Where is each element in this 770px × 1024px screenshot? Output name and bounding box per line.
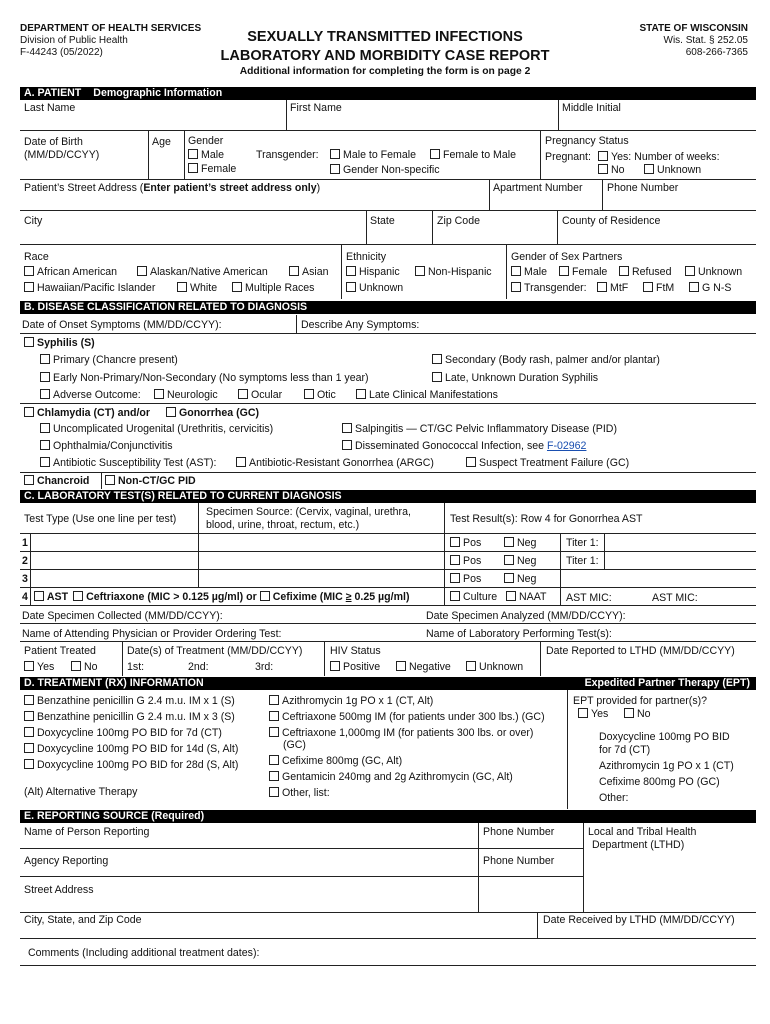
partner-mtf[interactable]: MtF [597, 282, 628, 294]
partner-transgender-label[interactable]: Transgender: [511, 282, 587, 294]
form-title-1: SEXUALLY TRANSMITTED INFECTIONS [247, 29, 523, 45]
ast-mic-1: AST MIC: [566, 592, 612, 604]
treatment-date-1: 1st: [127, 661, 145, 673]
row2-titer: Titer 1: [566, 555, 599, 567]
ept-doxycycline-duration: for 7d (CT) [599, 744, 651, 756]
test-row-1-number: 1 [22, 537, 28, 549]
city-state-zip-label: City, State, and Zip Code [24, 914, 142, 926]
physician-label: Name of Attending Physician or Provider Ordering Test: [22, 628, 282, 640]
section-c-bar: C. LABORATORY TEST(S) RELATED TO CURRENT DIAGNOSIS [20, 490, 756, 503]
ept-other: Other: [599, 792, 629, 804]
adverse-otic[interactable]: Otic [304, 389, 336, 401]
comments-label: Comments (Including additional treatment dates): [28, 947, 260, 959]
rx-azithromycin[interactable]: Azithromycin 1g PO x 1 (CT, Alt) [269, 695, 433, 707]
test-type-label: Test Type (Use one line per test) [24, 513, 177, 525]
chlamydia-checkbox[interactable]: Chlamydia (CT) and/or [24, 407, 150, 419]
partner-male[interactable]: Male [511, 266, 547, 278]
test-result-label: Test Result(s): Row 4 for Gonorrhea AST [450, 513, 643, 525]
rx-ceftriaxone-1000[interactable]: Ceftriaxone 1,000mg IM (for patients 300 lbs. or over) [269, 727, 533, 739]
lab-name-label: Name of Laboratory Performing Test(s): [426, 628, 612, 640]
test-row-3-number: 3 [22, 573, 28, 585]
pregnant-no[interactable]: No [598, 164, 625, 176]
partner-unknown[interactable]: Unknown [685, 266, 742, 278]
disseminated-gonococcal[interactable]: Disseminated Gonococcal Infection, see F-02962 [342, 440, 586, 452]
dept-name: DEPARTMENT OF HEALTH SERVICES [20, 23, 202, 34]
ethnicity-non-hispanic[interactable]: Non-Hispanic [415, 266, 492, 278]
race-label: Race [24, 251, 49, 263]
date-reported-label: Date Reported to LTHD (MM/DD/CCYY) [546, 645, 735, 657]
agency-phone-label: Phone Number [483, 855, 555, 867]
ethnicity-label: Ethnicity [346, 251, 387, 263]
ept-yes[interactable]: Yes [578, 708, 608, 720]
race-alaskan-native[interactable]: Alaskan/Native American [137, 266, 268, 278]
section-d-bar: D. TREATMENT (RX) INFORMATION Expedited Partner Therapy (EPT) [20, 677, 756, 690]
transgender-mtf[interactable]: Male to Female [330, 149, 416, 161]
rx-ceftriaxone-1000-gc: (GC) [283, 739, 306, 751]
ast-checkbox[interactable]: Antibiotic Susceptibility Test (AST): [40, 457, 216, 469]
reporter-phone-label: Phone Number [483, 826, 555, 838]
rx-doxy-28d[interactable]: Doxycycline 100mg PO BID for 28d (S, Alt) [24, 759, 238, 771]
syphilis-early[interactable]: Early Non-Primary/Non-Secondary (No symptoms less than 1 year) [40, 372, 369, 384]
transgender-label: Transgender: [256, 149, 319, 161]
row1-titer: Titer 1: [566, 537, 599, 549]
treatment-date-3: 3rd: [255, 661, 274, 673]
adverse-late-clinical[interactable]: Late Clinical Manifestations [356, 389, 498, 401]
hiv-status-label: HIV Status [330, 645, 381, 657]
section-e-bar: E. REPORTING SOURCE (Required) [20, 810, 756, 823]
pregnant-label: Pregnant: [545, 151, 591, 163]
row4-naat[interactable]: NAAT [506, 591, 546, 603]
hiv-negative[interactable]: Negative [396, 661, 451, 673]
state-label: State [370, 215, 395, 227]
ast-mic-2: AST MIC: [652, 592, 698, 604]
ept-cefixime: Cefixime 800mg PO (GC) [599, 776, 720, 788]
row2-pos[interactable]: Pos [450, 555, 481, 567]
alt-therapy-note: (Alt) Alternative Therapy [24, 786, 138, 798]
gender-label: Gender [188, 135, 224, 147]
rx-doxy-14d[interactable]: Doxycycline 100mg PO BID for 14d (S, Alt) [24, 743, 238, 755]
section-b-bar: B. DISEASE CLASSIFICATION RELATED TO DIAGNOSIS [20, 301, 756, 314]
patient-treated-label: Patient Treated [24, 645, 96, 657]
syphilis-primary[interactable]: Primary (Chancre present) [40, 354, 178, 366]
race-african-american[interactable]: African American [24, 266, 117, 278]
partner-refused[interactable]: Refused [619, 266, 671, 278]
dob-format: (MM/DD/CCYY) [24, 149, 100, 161]
row1-neg[interactable]: Neg [504, 537, 536, 549]
pregnancy-status-label: Pregnancy Status [545, 135, 629, 147]
row2-neg[interactable]: Neg [504, 555, 536, 567]
adverse-outcome-label[interactable]: Adverse Outcome: [40, 389, 141, 401]
row3-pos[interactable]: Pos [450, 573, 481, 585]
rx-benzathine-1[interactable]: Benzathine penicillin G 2.4 m.u. IM x 1 (S) [24, 695, 235, 707]
zip-label: Zip Code [437, 215, 480, 227]
gender-non-specific[interactable]: Gender Non-specific [330, 164, 440, 176]
rx-other[interactable]: Other, list: [269, 787, 330, 799]
date-analyzed-label: Date Specimen Analyzed (MM/DD/CCYY): [426, 610, 626, 622]
first-name-label: First Name [290, 102, 342, 114]
test-row-4: 4 AST Ceftriaxone (MIC > 0.125 µg/ml) or Cefixime (MIC ≥ 0.25 µg/ml) [22, 591, 410, 603]
phone-label: Phone Number [607, 182, 679, 194]
ept-azithromycin: Azithromycin 1g PO x 1 (CT) [599, 760, 734, 772]
date-received-label: Date Received by LTHD (MM/DD/CCYY) [543, 914, 735, 926]
onset-date-label: Date of Onset Symptoms (MM/DD/CCYY): [22, 319, 222, 331]
city-label: City [24, 215, 43, 227]
adverse-ocular[interactable]: Ocular [238, 389, 282, 401]
syphilis-secondary[interactable]: Secondary (Body rash, palmer and/or plantar) [432, 354, 660, 366]
symptoms-label: Describe Any Symptoms: [301, 319, 420, 331]
lthd-label-1: Local and Tribal Health [588, 826, 697, 838]
rx-doxy-7d[interactable]: Doxycycline 100mg PO BID for 7d (CT) [24, 727, 222, 739]
argc-checkbox[interactable]: Antibiotic-Resistant Gonorrhea (ARGC) [236, 457, 434, 469]
last-name-label: Last Name [24, 102, 76, 114]
pregnant-unknown[interactable]: Unknown [644, 164, 701, 176]
form-subtitle: Additional information for completing the form is on page 2 [239, 66, 531, 77]
reporter-name-label: Name of Person Reporting [24, 826, 150, 838]
apartment-label: Apartment Number [493, 182, 583, 194]
race-hawaiian[interactable]: Hawaiian/Pacific Islander [24, 282, 155, 294]
ept-question: EPT provided for partner(s)? [573, 695, 708, 707]
race-asian[interactable]: Asian [289, 266, 329, 278]
f02962-link[interactable]: F-02962 [546, 440, 587, 452]
state-name: STATE OF WISCONSIN [639, 23, 748, 34]
ethnicity-hispanic[interactable]: Hispanic [346, 266, 400, 278]
treated-yes[interactable]: Yes [24, 661, 54, 673]
street-address-e-label: Street Address [24, 884, 94, 896]
transgender-ftm[interactable]: Female to Male [430, 149, 516, 161]
ept-doxycycline: Doxycycline 100mg PO BID [599, 731, 730, 743]
ophthalmia[interactable]: Ophthalmia/Conjunctivitis [40, 440, 173, 452]
ept-bar-label: Expedited Partner Therapy (EPT) [584, 677, 750, 689]
row1-pos[interactable]: Pos [450, 537, 481, 549]
middle-initial-label: Middle Initial [562, 102, 621, 114]
uncomplicated-urogenital[interactable]: Uncomplicated Urogenital (Urethritis, cervicitis) [40, 423, 273, 435]
syphilis-checkbox[interactable]: Syphilis (S) [24, 337, 95, 349]
test-row-2-number: 2 [22, 555, 28, 567]
pregnant-yes[interactable]: Yes: Number of weeks: [598, 151, 720, 163]
partner-gender-label: Gender of Sex Partners [511, 251, 623, 263]
agency-label: Agency Reporting [24, 855, 109, 867]
row4-culture[interactable]: Culture [450, 591, 497, 603]
specimen-source-label-2: blood, urine, throat, rectum, etc.) [206, 519, 360, 531]
county-label: County of Residence [562, 215, 661, 227]
treatment-dates-label: Date(s) of Treatment (MM/DD/CCYY) [127, 645, 303, 657]
partner-female[interactable]: Female [559, 266, 607, 278]
race-white[interactable]: White [177, 282, 217, 294]
hiv-unknown[interactable]: Unknown [466, 661, 523, 673]
ept-no[interactable]: No [624, 708, 651, 720]
suspect-treatment-failure[interactable]: Suspect Treatment Failure (GC) [466, 457, 629, 469]
treated-no[interactable]: No [71, 661, 98, 673]
rx-cefixime[interactable]: Cefixime 800mg (GC, Alt) [269, 755, 402, 767]
adverse-neurologic[interactable]: Neurologic [154, 389, 218, 401]
specimen-source-label-1: Specimen Source: (Cervix, vaginal, urethra, [206, 506, 411, 518]
syphilis-late[interactable]: Late, Unknown Duration Syphilis [432, 372, 598, 384]
rx-ceftriaxone-500[interactable]: Ceftriaxone 500mg IM (for patients under 300 lbs.) (GC) [269, 711, 545, 723]
partner-ftm[interactable]: FtM [643, 282, 674, 294]
section-a-bar: A. PATIENT Demographic Information [20, 87, 756, 100]
date-collected-label: Date Specimen Collected (MM/DD/CCYY): [22, 610, 223, 622]
row3-neg[interactable]: Neg [504, 573, 536, 585]
gender-female[interactable]: Female [188, 163, 236, 175]
gonorrhea-checkbox[interactable]: Gonorrhea (GC) [166, 407, 259, 419]
division-name: Division of Public Health [20, 35, 128, 46]
gender-male[interactable]: Male [188, 149, 224, 161]
ethnicity-unknown[interactable]: Unknown [346, 282, 403, 294]
treatment-date-2: 2nd: [188, 661, 209, 673]
rx-gentamicin[interactable]: Gentamicin 240mg and 2g Azithromycin (GC, Alt) [269, 771, 513, 783]
hiv-positive[interactable]: Positive [330, 661, 380, 673]
dob-label: Date of Birth [24, 136, 83, 148]
state-phone: 608-266-7365 [685, 47, 748, 58]
age-label: Age [152, 136, 171, 148]
form-title-2: LABORATORY AND MORBIDITY CASE REPORT [220, 48, 550, 64]
partner-gns[interactable]: G N-S [689, 282, 731, 294]
form-number: F-44243 (05/2022) [20, 47, 103, 58]
rx-benzathine-3[interactable]: Benzathine penicillin G 2.4 m.u. IM x 3 (S) [24, 711, 235, 723]
salpingitis-pid[interactable]: Salpingitis — CT/GC Pelvic Inflammatory Disease (PID) [342, 423, 617, 435]
lthd-label-2: Department (LTHD) [592, 839, 685, 851]
race-multiple[interactable]: Multiple Races [232, 282, 314, 294]
chancroid-checkbox[interactable]: Chancroid [24, 475, 89, 487]
statute: Wis. Stat. § 252.05 [663, 35, 748, 46]
non-ct-gc-pid-checkbox[interactable]: Non-CT/GC PID [105, 475, 196, 487]
street-address-label: Patient’s Street Address (Enter patient’s street address only) [24, 182, 321, 194]
